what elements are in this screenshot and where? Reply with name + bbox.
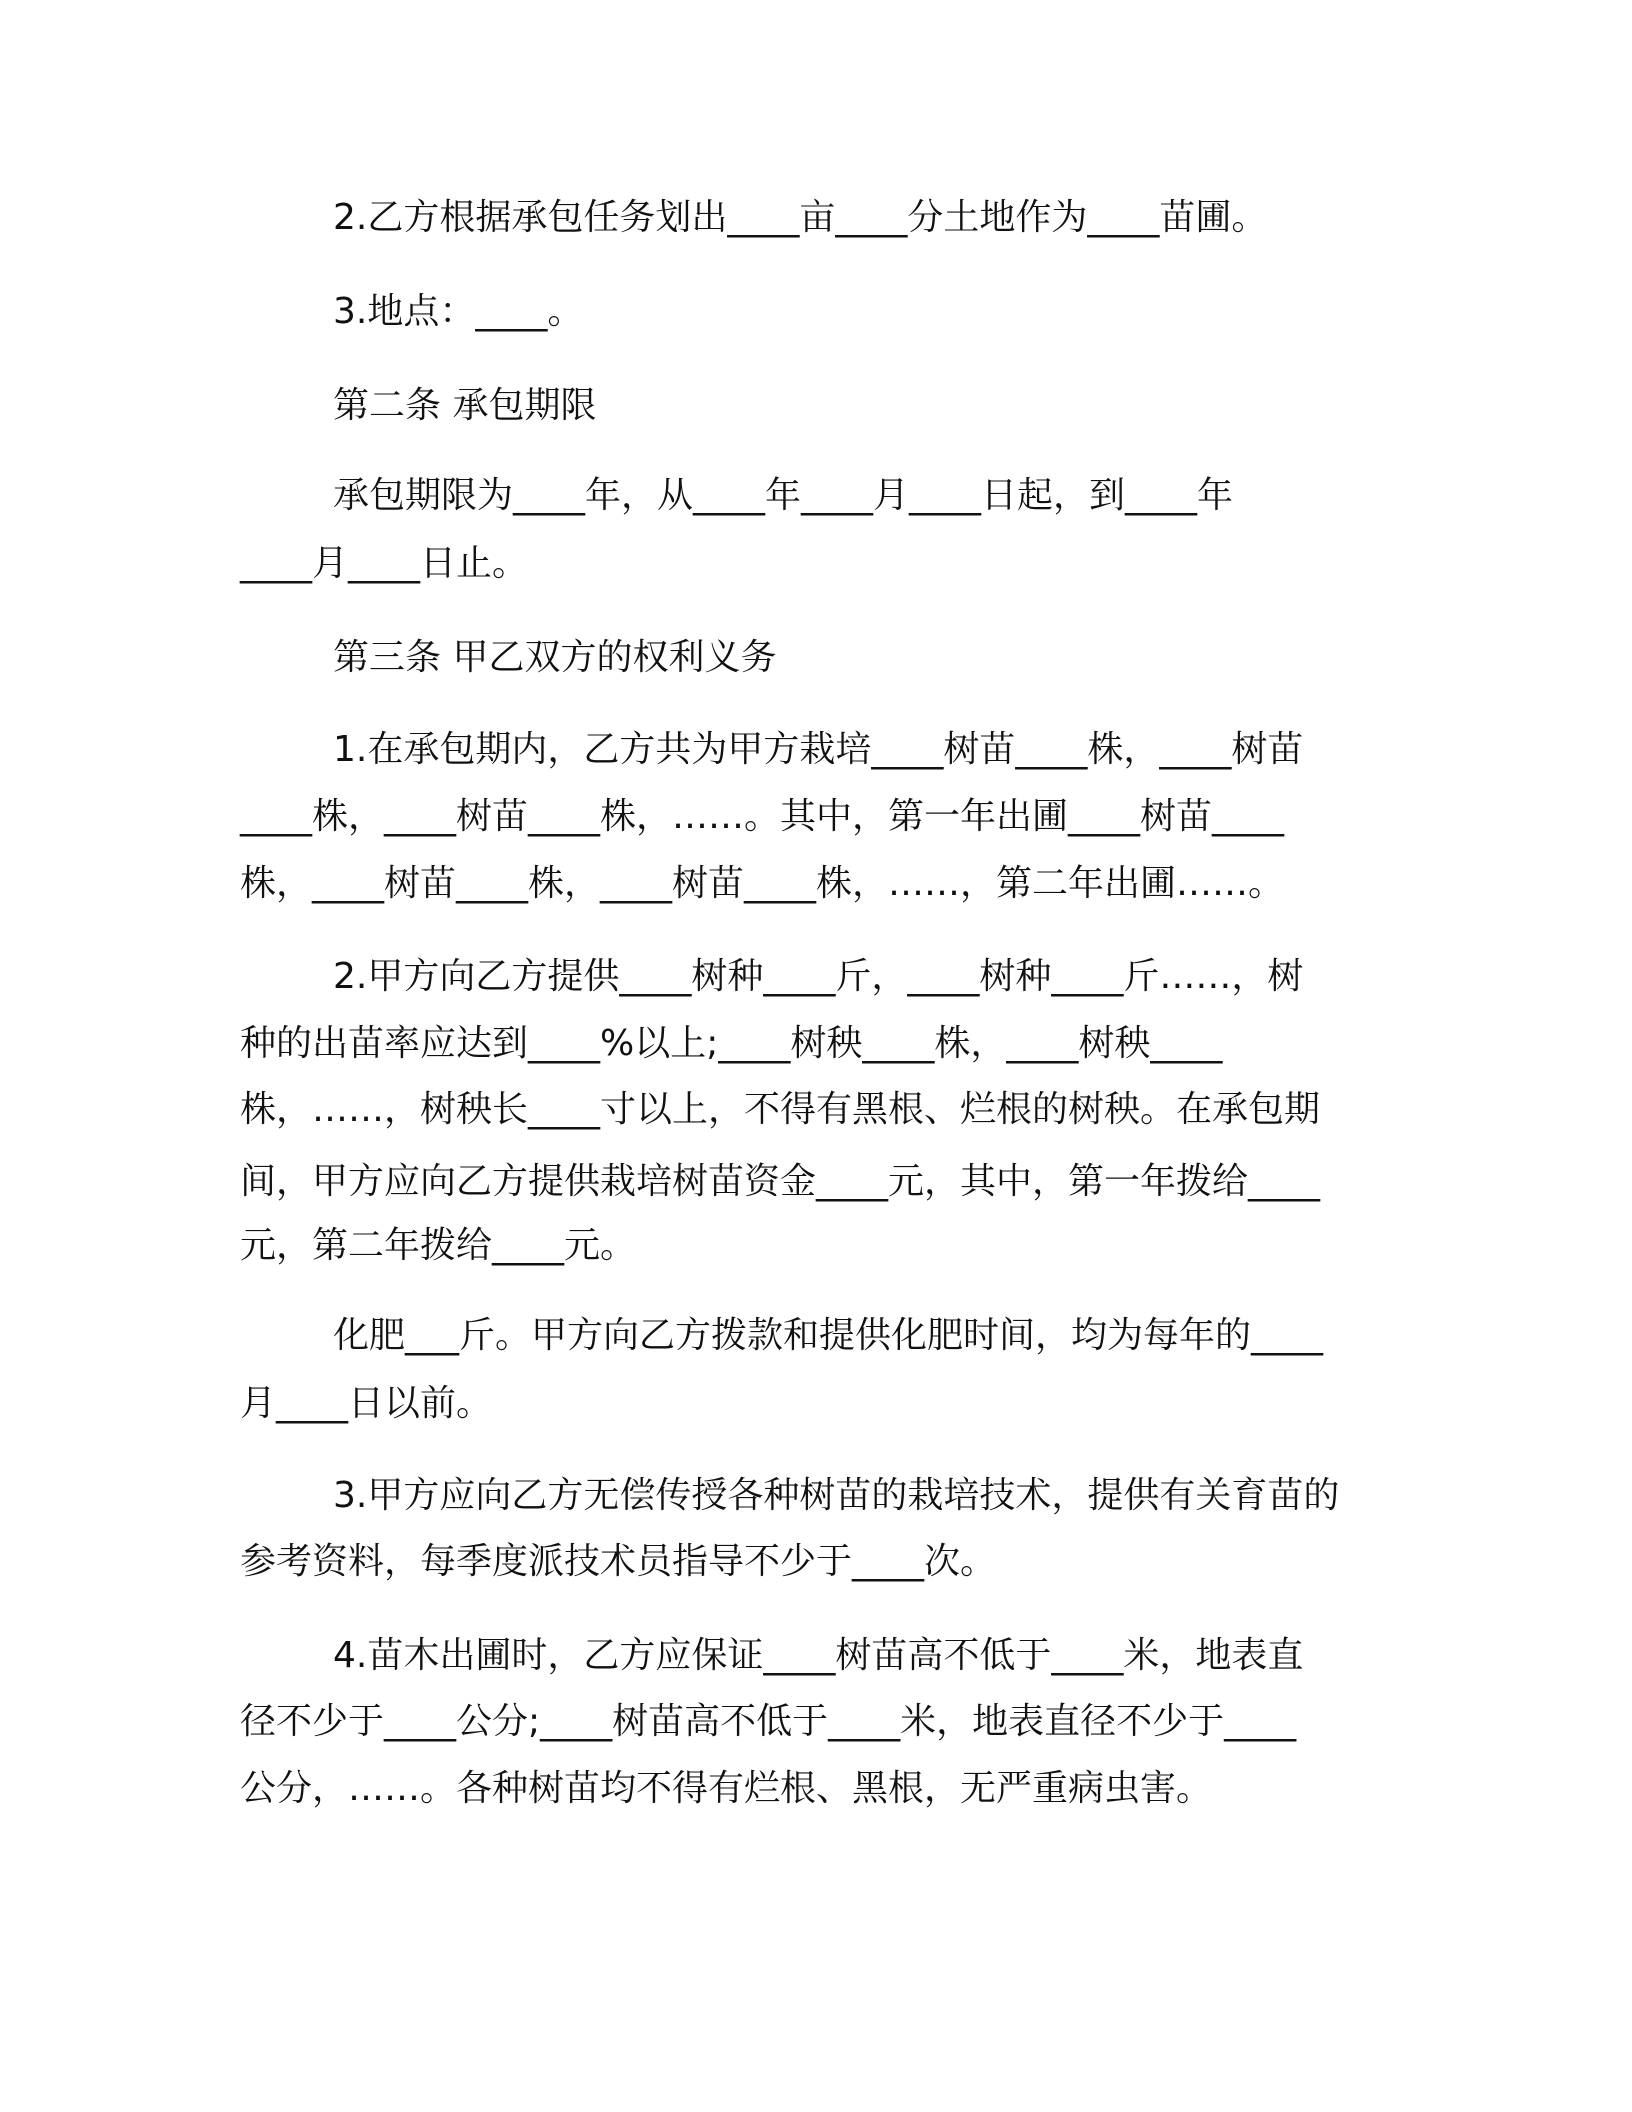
clause-3-3-line-1: 3.甲方应向乙方无偿传授各种树苗的栽培技术，提供有关育苗的 — [333, 1475, 1340, 1516]
clause-3-4-line-2: 径不少于____公分;____树苗高不低于____米，地表直径不少于____ — [240, 1701, 1297, 1742]
clause-3-2-line-2: 种的出苗率应达到____%以上;____树秧____株，____树秧____ — [240, 1023, 1223, 1064]
clause-3-2-line-1: 2.甲方向乙方提供____树种____斤，____树种____斤……，树 — [333, 956, 1304, 997]
article-2-heading: 第二条 承包期限 — [333, 385, 597, 426]
fertilizer-line-2: 月____日以前。 — [240, 1383, 493, 1424]
clause-3-2-line-3: 株，……，树秧长____寸以上，不得有黑根、烂根的树秧。在承包期 — [240, 1089, 1321, 1130]
clause-3-1-line-3: 株，____树苗____株，____树苗____株，……，第二年出圃……。 — [240, 863, 1285, 904]
clause-1-2-line-1: 2.乙方根据承包任务划出____亩____分土地作为____苗圃。 — [333, 197, 1268, 238]
location-line: 3.地点：____。 — [333, 291, 584, 332]
term-line-2: ____月____日止。 — [240, 543, 529, 584]
clause-3-1-line-2: ____株，____树苗____株，……。其中，第一年出圃____树苗____ — [240, 796, 1285, 837]
clause-3-4-line-3: 公分，……。各种树苗均不得有烂根、黑根，无严重病虫害。 — [240, 1768, 1213, 1809]
fertilizer-line-1: 化肥___斤。甲方向乙方拨款和提供化肥时间，均为每年的____ — [333, 1315, 1324, 1356]
term-line-1: 承包期限为____年，从____年____月____日起，到____年 — [333, 475, 1234, 516]
clause-3-2-line-5: 元，第二年拨给____元。 — [240, 1225, 637, 1266]
clause-3-1-line-1: 1.在承包期内，乙方共为甲方栽培____树苗____株，____树苗 — [333, 729, 1304, 770]
clause-3-3-line-2: 参考资料，每季度派技术员指导不少于____次。 — [240, 1541, 997, 1582]
clause-3-2-line-4: 间，甲方应向乙方提供栽培树苗资金____元，其中，第一年拨给____ — [240, 1161, 1321, 1202]
clause-3-4-line-1: 4.苗木出圃时，乙方应保证____树苗高不低于____米，地表直 — [333, 1635, 1304, 1676]
article-3-heading: 第三条 甲乙双方的权利义务 — [333, 637, 777, 678]
